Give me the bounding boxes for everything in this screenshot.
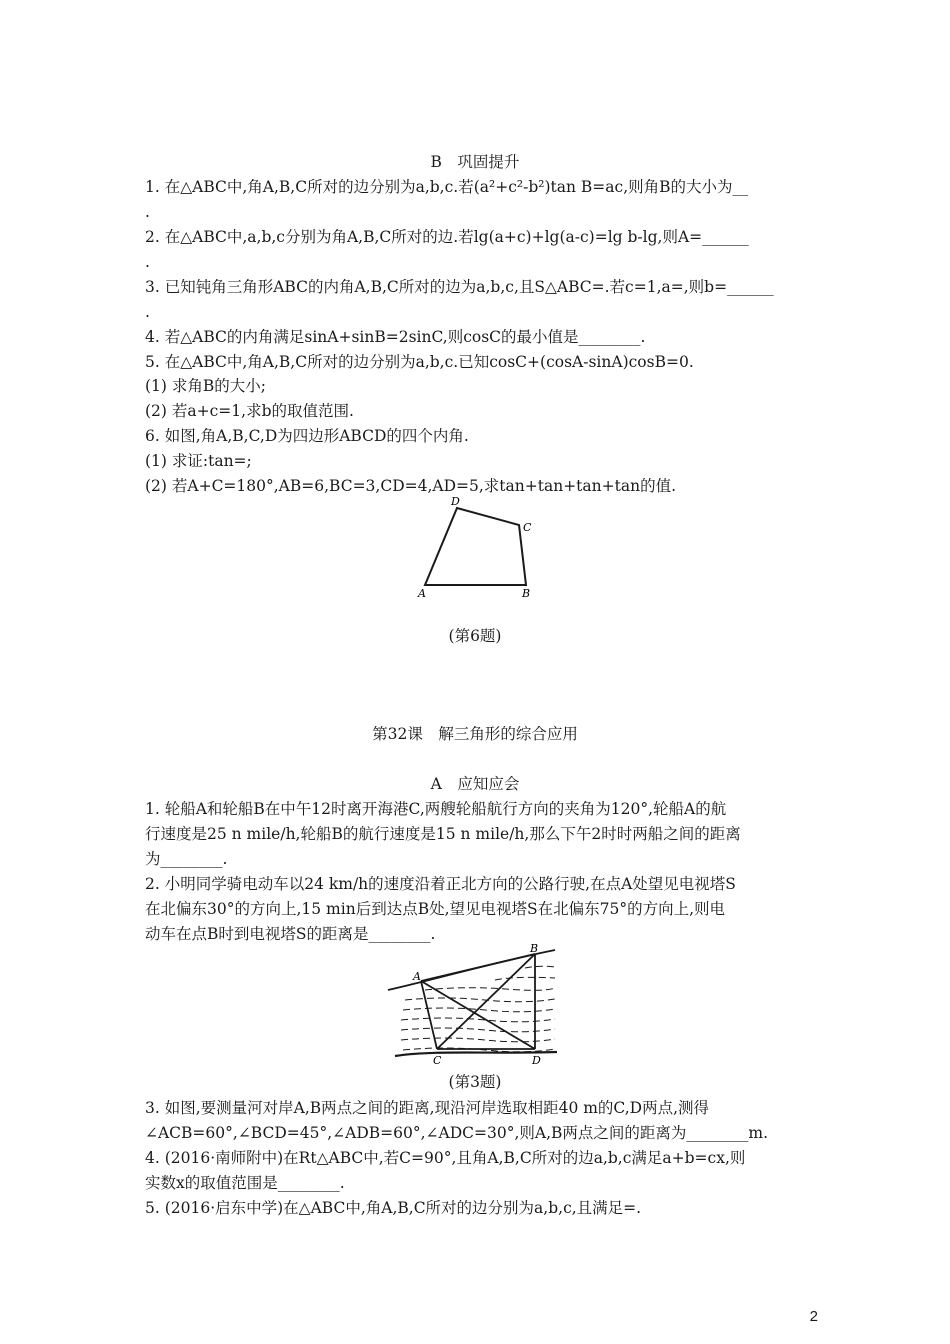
river-figure (385, 942, 565, 1068)
figure-3-caption: (第3题) (448, 1073, 502, 1091)
problem-line: (1) 求角B的大小; (145, 377, 266, 395)
vertex-label-a: A (418, 587, 426, 600)
problem-line: . (145, 303, 150, 321)
problem-line: 3. 已知钝角三角形ABC的内角A,B,C所对的边为a,b,c,且S△ABC=.若c=1,a=,则b=______ (145, 278, 774, 296)
problem-line: ∠ACB=60°,∠BCD=45°,∠ADB=60°,∠ADC=30°,则A,B两点之间的距离为________m. (145, 1124, 769, 1142)
problem-line: 在北偏东30°的方向上,15 min后到达点B处,望见电视塔S在北偏东75°的方向上,则电 (145, 900, 726, 918)
problem-line: 行速度是25 n mile/h,轮船B的航行速度是15 n mile/h,那么下午2时时两船之间的距离 (145, 825, 741, 843)
point-label-a: A (413, 970, 421, 983)
vertex-label-b: B (522, 587, 531, 600)
figure-6-caption: (第6题) (448, 627, 502, 645)
point-label-d: D (532, 1054, 541, 1067)
problem-line: 1. 在△ABC中,角A,B,C所对的边分别为a,b,c.若(a²+c²-b²)tan B=ac,则角B的大小为__ (145, 178, 749, 196)
problem-line: 5. (2016·启东中学)在△ABC中,角A,B,C所对的边分别为a,b,c,且满足=. (145, 1199, 642, 1217)
problem-line: 为________. (145, 850, 228, 868)
problem-line: 5. 在△ABC中,角A,B,C所对的边分别为a,b,c.已知cosC+(cosA-sinA)cosB=0. (145, 353, 694, 371)
problem-line: (2) 若A+C=180°,AB=6,BC=3,CD=4,AD=5,求tan+tan+tan+tan的值. (145, 477, 677, 495)
vertex-label-d: D (451, 495, 460, 508)
section-b-heading: B 巩固提升 (430, 153, 520, 171)
problem-line: 2. 在△ABC中,a,b,c分别为角A,B,C所对的边.若lg(a+c)+lg(a-c)=lg b-lg,则A=______ (145, 228, 749, 246)
vertex-label-c: C (523, 521, 532, 534)
problem-line: 6. 如图,角A,B,C,D为四边形ABCD的四个内角. (145, 427, 469, 445)
page-number: 2 (809, 1308, 818, 1325)
problem-line: 4. (2016·南师附中)在Rt△ABC中,若C=90°,且角A,B,C所对的边a,b,c满足a+b=cx,则 (145, 1149, 746, 1167)
problem-line: . (145, 253, 150, 271)
problem-line: 1. 轮船A和轮船B在中午12时离开海港C,两艘轮船航行方向的夹角为120°,轮船A的航 (145, 800, 727, 818)
problem-line: 动车在点B时到电视塔S的距离是________. (145, 925, 436, 943)
problem-line: (2) 若a+c=1,求b的取值范围. (145, 402, 354, 420)
lesson-title: 第32课 解三角形的综合应用 (372, 725, 578, 743)
problem-line: 3. 如图,要测量河对岸A,B两点之间的距离,现沿河岸选取相距40 m的C,D两点,测得 (145, 1099, 710, 1117)
problem-line: . (145, 203, 150, 221)
problem-line: 2. 小明同学骑电动车以24 km/h的速度沿着正北方向的公路行驶,在点A处望见电视塔S (145, 875, 736, 893)
point-label-c: C (433, 1054, 442, 1067)
point-label-b: B (530, 942, 539, 955)
section-a-heading: A 应知应会 (430, 775, 520, 793)
problem-line: 实数x的取值范围是________. (145, 1174, 345, 1192)
problem-line: 4. 若△ABC的内角满足sinA+sinB=2sinC,则cosC的最小值是________. (145, 328, 646, 346)
quadrilateral-figure (410, 495, 550, 605)
problem-line: (1) 求证:tan=; (145, 452, 252, 470)
